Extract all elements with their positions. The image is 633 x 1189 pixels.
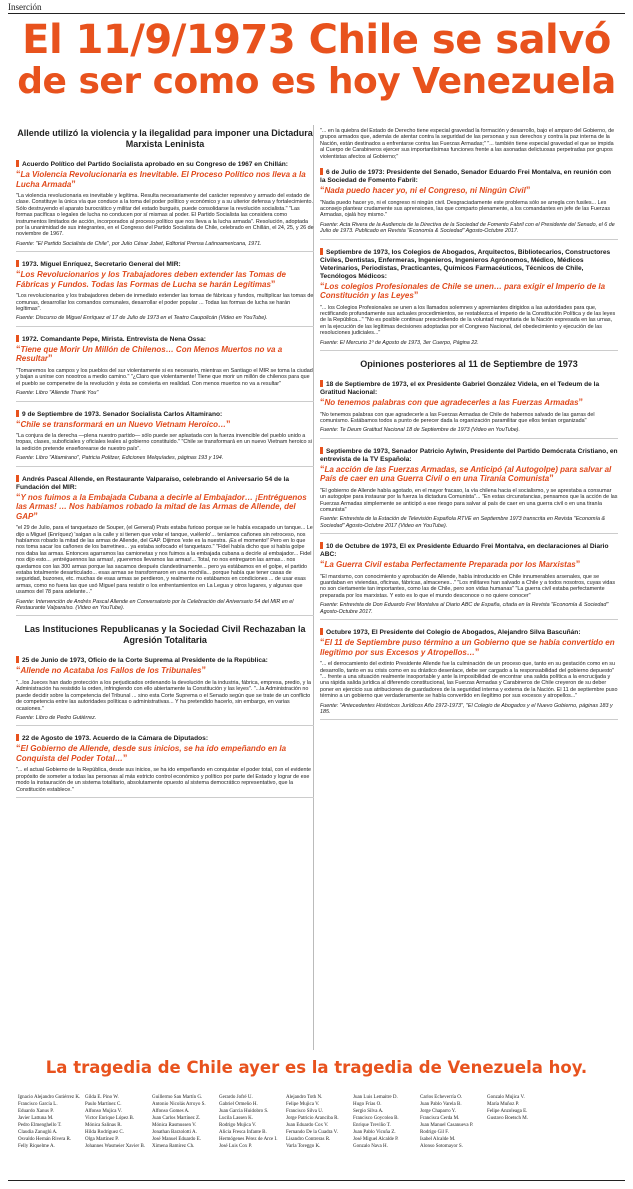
signatory-name: Olga Martínez P. <box>85 1137 119 1142</box>
signatory-name <box>487 1136 554 1143</box>
right-blocks-2 <box>320 380 618 720</box>
statement-header-text: Acuerdo Político del Partido Socialista aprobado en su Congreso de 1967 en Chillán: <box>22 161 289 168</box>
signatory-name: Alfonso Mujica V. <box>85 1109 122 1114</box>
block-separator <box>16 725 314 726</box>
statement-text: "...los Jueces han dado protección a los perjudicados ordenando la devolución de la industria, fábrica, empresa, predio, y la Administración ha resistido la orden, infringiendo con ello abiertamente la Constitución y las leyes". "...la Administración no puede decidir sobre la competencia del Tribunal ... sino esta Corte Suprema o el Senado según que se trate de un conflicto de competencia entre las autoridades políticas o administrativas... Y ha pretendido hacerlo, sin embargo, en varias ocasiones." <box>16 679 311 712</box>
signatory-name: Lucila Lassen K. <box>219 1116 254 1121</box>
statement-text: "... los Colegios Profesionales se unen a los llamados solemnes y apremiantes dirigidos a las autoridades para que, rectificando profundamente sus actuales procedimientos, se restablezca el imperio de la Constitución Política y de las leyes de la República..." "No es posible continuar prescindiendo de la voluntad mayoritaria de la Nación expresada en las urnas, en la ejecución de las legítimas decisiones adoptadas por el Congreso Nacional, del obedecimiento y ejecución de las resoluciones judiciales..." <box>320 304 616 337</box>
signatory-name: Lisandro Contreras R. <box>286 1137 331 1142</box>
signatory-name: Gustavo Boetsch M. <box>487 1116 528 1121</box>
statement-text: "El gobierno de Allende había agotado, en el mayor fracaso, la vía chilena hacia el socialismo, y se aprestaba a consumar un autogolpe para instaurar por la fuerza la dictadura Comunista"... "En estas circunstancias, pensamos que la acción de las Fuerzas Armadas simplemente se anticipó a ese riesgo para salvar al país de caer en una guerra civil o en una tiranía comunista" <box>320 487 618 513</box>
signatory-name: Varla Toreggo K. <box>286 1144 321 1149</box>
signatory-name: Mónica Salinas R. <box>85 1123 122 1128</box>
accent-bar <box>320 380 323 387</box>
statement-text: "Nada puedo hacer yo, ni el congreso ni ningún civil. Desgraciadamente este problema sólo se arregla con fusiles... Les aconsejo plantear crudamente sus aprensiones, las que comparto plenamente, a los comandantes en jefe de las Fuerzas Armadas, ojalá hoy mismo." <box>320 199 611 219</box>
statement-header-text: 25 de Junio de 1973, Oficio de la Corte Suprema al Presidente de la República: <box>22 657 268 665</box>
statement-text: "El marxismo, con conocimiento y aprobación de Allende, había introducido en Chile innumerables arsenales, que se guardaban en viviendas, oficinas, fábricas, almacenes..." "Los militares han salvado a Chile y a todos nosotros, cuyas vidas no son ciertamente tan importantes, como las de Chile, pero son vidas humanas" "La guerra civil estaba perfectamente preparada por los marxistas. Y esto es lo que el mundo desconoce o no quiere conocer" <box>320 573 616 599</box>
close-quote-mark: ” <box>413 290 419 301</box>
signatories-list <box>18 1094 621 1150</box>
statement-quote <box>320 560 618 570</box>
statement-header-text: 1972. Comandante Pepe, Mirista. Entrevista de Nena Ossa: <box>22 335 206 343</box>
signatory-name: Francisco Goycolea B. <box>353 1116 399 1121</box>
close-quote-mark: ” <box>578 397 584 407</box>
signatory-name: Paulo Martínez C. <box>85 1102 122 1107</box>
signatory-name: Osvaldo Hernán Rivera R. <box>18 1137 72 1142</box>
signatory-name: Juan Eduardo Cox V. <box>286 1123 329 1128</box>
accent-bar <box>16 734 19 741</box>
block-separator <box>320 719 618 720</box>
left-section-title: Allende utilizó la violencia y la ilegalidad para imponer una Dictadura Marxista Leninista <box>17 128 313 149</box>
open-quote-mark: “ <box>16 343 21 354</box>
statement-text: "... el actual Gobierno de la República, desde sus inicios, se ha ido empeñando en conquistar el poder total, con el evidente propósito de someter a todas las personas al más estricto control económico y político por parte del Estado y lograr de ese modo la instauración de un sistema totalitario, absolutamente opuesto al sistema democrático representativo, que la Constitución establece." <box>16 767 311 793</box>
signatory-name: Gerardo Jofré U. <box>219 1095 253 1100</box>
statement-quote <box>16 666 314 676</box>
statement-header-text: 18 de Septiembre de 1973, el ex Presidente Gabriel González Videla, en el Tedeum de la Gratitud Nacional: <box>320 381 600 396</box>
signatory-name <box>554 1101 621 1108</box>
signatory-name: Gonzalo Mujica V. <box>487 1095 525 1100</box>
statement-text: "Tomaremos los campos y los pueblos del sur violentamente si es necesario, mientras en Santiago el MIR se toma la ciudad y bajan a unirse con nosotros a medio camino." "¿Claro que violentamente! Tiene que morir un millón de chilenos para que el pueblo se compenetre de la revolución y ésta se convierta en realidad. Con menos muertos no va a resultar" <box>16 367 313 387</box>
open-quote-mark: “ <box>16 743 21 754</box>
signatory-name: Johannes Wasmeier Xavier B. <box>85 1144 146 1149</box>
signatory-name: Rodrigo Mujica V. <box>219 1123 257 1128</box>
statement-quote-text: El Gobierno de Allende, desde sus inicios, se ha ido empeñando en la Conquista del Poder Total… <box>16 744 287 763</box>
accent-bar <box>16 160 19 167</box>
statement-source: Fuente: Entrevista de Don Eduardo Frei Montalva al Diario ABC de España, citada en la Revista "Economía & Sociedad" Agosto-Octubre 2017. <box>320 602 609 615</box>
close-quote-mark: ” <box>226 418 231 429</box>
statement-quote <box>320 638 618 657</box>
signatory-name: Gonzalo Nava H. <box>353 1144 388 1149</box>
signatory-name: Claudia Zanuglú A. <box>18 1130 58 1135</box>
signatory-name: María Muñoz P. <box>487 1102 520 1107</box>
accent-bar <box>320 447 323 454</box>
signatory-name: Guillermo San Martín G. <box>152 1095 203 1100</box>
statement-header-text: Septiembre de 1973, los Colegios de Abogados, Arquitectos, Bibliotecarios, Constructores Civiles, Dentistas, Enfermeras, Ingenieros, Ingenieros Agrónomos, Médico, Médicos Veterinarios, Periodistas, Practicantes, Químicos Farmacéuticos, Técnicos de Chile, Tecnólogos Médicos: <box>320 248 611 280</box>
close-quote-mark: ” <box>525 185 531 196</box>
signatory-name <box>554 1094 621 1101</box>
statement-quote-text: Y nos fuimos a la Embajada Cubana a decirle al Embajador… ¡Entréguenos las Armas! … Nos habíamos robado la mitad de las Armas de Allende, del GAP <box>16 492 307 521</box>
accent-bar <box>16 335 19 342</box>
open-quote-mark: “ <box>16 269 21 280</box>
statement-header <box>320 542 618 559</box>
signatory-name: Francisco Silva U. <box>286 1109 324 1114</box>
signatory-name: Juan Carlos Martínez Z. <box>152 1116 201 1121</box>
statement-header <box>16 260 314 269</box>
signatory-name: Pedro Elmenghello T. <box>18 1123 62 1128</box>
close-quote-mark: ” <box>201 665 206 676</box>
signatory-name: Rodrigo Gil F. <box>420 1130 449 1135</box>
open-quote-mark: “ <box>320 637 325 648</box>
statement-quote-text: Tiene que Morir Un Millón de Chilenos… Con Menos Muertos no va a Resultar <box>16 344 283 364</box>
signatory-name: Juan Manuel Casanueva P. <box>420 1123 474 1128</box>
signatory-name: Fernando De la Cuadra V. <box>286 1130 338 1135</box>
statement-header <box>16 410 314 419</box>
statement-quote <box>320 398 618 408</box>
close-quote-mark: ” <box>474 646 480 657</box>
statement-header <box>320 168 618 185</box>
statement-text: "Los revolucionarios y los trabajadores deben de inmediato extender las tomas de fábricas y fundos, multiplicar las tomas de comunas, desarrollar los comandos comunales, desarrollar el poder popular ... Todas las formas de lucha se harán legítimas". <box>16 293 314 313</box>
left-column <box>16 128 314 806</box>
statement-source: Fuente: "Antecedentes Históricos Jurídicos Año 1972-1973", "El Colegio de Abogados y el Nuevo Gobierno, páginas 183 y 185. <box>320 702 613 715</box>
open-quote-mark: “ <box>320 185 325 196</box>
signatory-name: Felipe Mujica V. <box>286 1102 320 1107</box>
statement-text: "... el derrocamiento del extinto Presidente Allende fue la culminación de un proceso que, tanto en su gestación como en su desarrollo, tanto en su crisis como en su drástico desenlace, debe ser cargado a la responsabilidad del gobierno depuesto" "... frente a una situación realmente insoportable y ante la imposibilidad de encontrar una salida política a la encrucijada y una rápida salida jurídica al diferendo constitucional, las Fuerzas Armadas y Carabineros de Chile creyeron de su deber poner en ejercicio sus atribuciones de guardadores de la seguridad interna y externa de la Nación. El 11 de septiembre puso término a un gobierno que verdaderamente se había convertido en ilegítimo por sus excesos y atropellos..." <box>320 661 618 700</box>
signatory-name <box>554 1115 621 1122</box>
signatory-name: Juan Pablo Varela B. <box>420 1102 462 1107</box>
open-quote-mark: “ <box>320 397 325 407</box>
statement-source: Fuente: Te Deum Gratitud Nacional 18 de Septiembre de 1973 (Video en YouTube). <box>320 427 520 434</box>
statement-block <box>320 628 618 720</box>
headline-line-1: El 11/9/1973 Chile se salvó <box>22 17 611 63</box>
signatory-name: Felly Riquelme A. <box>18 1144 55 1149</box>
block-separator <box>320 350 618 351</box>
signatory-name: Sergio Silva A. <box>353 1109 384 1114</box>
statement-source: Fuente: Entrevista de la Estación de Televisión Española RTVE en Septiembre 1973 transcrita en Revista "Economía & Sociedad" Agosto-Octubre 2017 (Video en YouTube). <box>320 516 606 529</box>
block-separator <box>320 438 618 439</box>
signatory-name: Mónica Rasmussen V. <box>152 1123 197 1128</box>
statement-block <box>16 335 314 402</box>
signatory-name: Victor Enrique López B. <box>85 1116 135 1121</box>
signatory-name <box>554 1122 621 1129</box>
signatory-name <box>487 1122 554 1129</box>
bottom-title: La tragedia de Chile ayer es la tragedia de Venezuela hoy. <box>45 1058 588 1077</box>
open-quote-mark: “ <box>16 665 21 676</box>
accent-bar <box>320 628 323 635</box>
statement-quote-text: No tenemos palabras con que agradecerles a las Fuerzas Armadas <box>324 398 579 407</box>
signatory-name: Alicia Fresca Infante B. <box>219 1130 267 1135</box>
statement-quote <box>16 493 314 522</box>
close-quote-mark: ” <box>48 353 53 364</box>
statement-text: "No tenemos palabras con que agradecerle a las Fuerzas Armadas de Chile de habernos salvado de las garras del comunismo. Estábamos todos a punto de perecer dada la organización paramilitar que ellos tenían organizada" <box>320 411 595 424</box>
open-quote-mark: “ <box>320 280 325 291</box>
insercion-label: Inserción <box>8 2 42 12</box>
statement-text: "La conjura de la derecha —plena nuestro partido— sólo puede ser aplastada con la fuerza invencible del pueblo unido a tropas, clases, suboficiales y oficiales leales al gobierno constituido." "Chile se transformará en un nuevo Vietnam heroico si la sedición pretende enseñorearse de nuestro país". <box>16 433 312 452</box>
statement-header-text: 9 de Septiembre de 1973. Senador Socialista Carlos Altamirano: <box>22 410 223 418</box>
block-separator <box>16 797 314 798</box>
signatory-name <box>487 1143 554 1150</box>
block-separator <box>320 239 618 240</box>
signatory-name: Javier Lattuna M. <box>18 1116 54 1121</box>
signatory-name: Jorge Patricio Aranciba R. <box>286 1116 339 1121</box>
signatory-name: Isabel Alcalde M. <box>420 1137 456 1142</box>
statement-quote <box>320 282 618 301</box>
left-blocks-2 <box>16 656 314 798</box>
block-separator <box>320 619 618 620</box>
statement-source: Fuente: El Mercurio 1º de Agosto de 1973, 3er Cuerpo, Página 22. <box>320 339 479 346</box>
open-quote-mark: “ <box>320 463 325 474</box>
signatory-name <box>554 1143 621 1150</box>
open-quote-mark: “ <box>16 491 21 502</box>
signatory-name: Carlos Echeverría O. <box>420 1095 463 1100</box>
statement-header-text: Octubre 1973, El Presidente del Colegio de Abogados, Alejandro Silva Bascuñán: <box>326 629 581 637</box>
close-quote-mark: ” <box>71 178 76 189</box>
statement-header <box>320 447 618 464</box>
statement-header-text: 6 de Julio de 1973: Presidente del Senado, Senador Eduardo Frei Montalva, en reunión con la Sociedad de Fomento Fabril: <box>320 169 612 185</box>
statement-header-text: 22 de Agosto de 1973. Acuerdo de la Cámara de Diputados: <box>22 735 209 743</box>
close-quote-mark: ” <box>270 278 276 289</box>
statement-header-text: 10 de Octubre de 1973, El ex Presidente Eduardo Frei Montalva, en declaraciones al Diario ABC: <box>320 543 609 559</box>
statement-block <box>16 475 314 617</box>
signatory-name: Felipe Anzoleaga E. <box>487 1109 528 1114</box>
statement-header <box>16 475 314 492</box>
statement-header-text: 1973. Miguel Enríquez, Secretario General del MIR: <box>22 261 181 269</box>
statement-header-text: Septiembre de 1973, Senador Patricio Aylwin, Presidente del Partido Demócrata Cristiano, en entrevista de la TV Española: <box>320 447 618 463</box>
close-quote-mark: ” <box>33 510 38 521</box>
signatory-name: Jonathan Barzolotti A. <box>152 1130 197 1135</box>
statement-source: Fuente: "El Partido Socialista de Chile", por Julio César Jobet, Editorial Prensa Latinoamericana, 1971. <box>16 240 262 247</box>
signatory-name: José Miguel Alcalde P. <box>353 1137 399 1142</box>
signatory-name: Francisca Cerda M. <box>420 1116 460 1121</box>
statement-header <box>320 380 618 397</box>
signatory-name: José Luis Cox P. <box>219 1144 253 1149</box>
statement-source: Fuente: Acta Rivera de la Audiencia de la Directiva de la Sociedad de Fomento Fabril con el Presidente del Senado, el 6 de Julio de 1973. Publicado en Revista "Economía & Sociedad" Agosto-Octubre 2017. <box>320 221 615 235</box>
statement-source: Fuente: Libro de Pedro Gutiérrez. <box>16 714 97 721</box>
close-quote-mark: ” <box>122 752 128 763</box>
signatory-name <box>554 1108 621 1115</box>
headline-line-2: de ser como es hoy Venezuela <box>17 61 616 102</box>
left-blocks <box>16 160 314 616</box>
statement-quote <box>16 420 314 430</box>
close-quote-mark: ” <box>549 473 554 484</box>
statement-header <box>16 734 314 743</box>
statement-quote <box>320 186 618 196</box>
statement-quote-text: La acción de las Fuerzas Armadas, se Anticipó (al Autogolpe) para salvar al País de caer en una Guerra Civil o en una Tiranía Comunista <box>320 464 612 484</box>
block-separator <box>16 326 314 327</box>
signatory-name: Hermógenes Pérez de Arce I. <box>219 1137 278 1142</box>
signatory-name <box>554 1136 621 1143</box>
bottom-rule <box>8 1180 625 1181</box>
signatory-name: José Manuel Eduardo E. <box>152 1137 201 1142</box>
statement-source: Fuente: Libro "Altamirano", Patricia Politzer, Ediciones Melquíades, páginas 193 y 194. <box>16 455 224 462</box>
right-intro: "... en la quiebra del Estado de Derecho tiene especial gravedad la formación y desarrollo, bajo el amparo del Gobierno, de grupos armados que, además de atentar contra la seguridad de las personas y sus derechos y contra la paz interna de la Nación, están destinados a enfrentarse contra las Fuerzas Armadas;" "... también tiene especial gravedad el que se impida al Cuerpo de Carabineros ejercer sus importantísimas funciones frente a las asonadas delictuosas perpetradas por grupos violentistas afectos al Gobierno;" <box>320 128 615 160</box>
close-quote-mark: ” <box>575 559 581 570</box>
accent-bar <box>320 168 323 175</box>
statement-header <box>320 248 618 281</box>
statement-quote <box>320 465 618 484</box>
block-separator <box>16 466 314 467</box>
open-quote-mark: “ <box>16 418 21 429</box>
statement-source: Fuente: Libro "Allende Thank You" <box>16 390 99 397</box>
statement-header <box>16 160 314 169</box>
accent-bar <box>320 248 323 255</box>
signatory-name: Ximena Ramírez Ch. <box>152 1144 195 1149</box>
accent-bar <box>320 542 323 549</box>
statement-quote <box>16 270 314 289</box>
open-quote-mark: “ <box>320 559 325 570</box>
statement-block <box>16 656 314 726</box>
top-rule <box>8 13 625 14</box>
statement-quote-text: Nada puedo hacer yo, ni el Congreso, ni Ningún Civil <box>324 186 526 196</box>
signatory-name: Antonio Nicolás Arroyo S. <box>152 1102 206 1107</box>
signatory-name: Hilda Rodríguez C. <box>85 1130 125 1135</box>
accent-bar <box>16 656 19 663</box>
open-quote-mark: “ <box>16 169 21 179</box>
left-section2-title: Las Instituciones Republicanas y la Sociedad Civil Rechazaban la Agresión Totalitaria <box>24 624 306 646</box>
statement-header <box>16 656 314 665</box>
statement-block <box>16 734 314 798</box>
right-section-title: Opiniones posteriores al 11 de Septiembre de 1973 <box>360 359 578 369</box>
signatory-name <box>487 1129 554 1136</box>
signatory-name: Juan Luis Lemaitre D. <box>353 1095 398 1100</box>
signatory-name: Alejandro Toth N. <box>286 1095 323 1100</box>
statement-block <box>320 380 618 439</box>
statement-block <box>320 168 618 240</box>
signatory-name <box>554 1129 621 1136</box>
right-blocks <box>320 168 618 351</box>
signatory-name: Francisco García L. <box>18 1102 58 1107</box>
statement-quote-text: La Violencia Revolucionaria es Inevitable. El Proceso Político nos lleva a la Lucha Armada <box>16 170 306 189</box>
statement-quote-text: Chile se transformará en un Nuevo Vietnam Heroico… <box>20 419 227 429</box>
headline <box>0 18 633 102</box>
statement-header-text: Andrés Pascal Allende, en Restaurante Valparaíso, celebrando el Aniversario 54 de la Fundación del MIR: <box>16 475 290 491</box>
right-column <box>320 128 618 728</box>
block-separator <box>16 615 314 616</box>
accent-bar <box>16 260 19 267</box>
statement-block <box>320 248 618 351</box>
signatory-name: Alonso Sotomayor S. <box>420 1144 463 1149</box>
signatory-name: Alfonso Gomes A. <box>152 1109 190 1114</box>
statement-text: "La violencia revolucionaria es inevitable y legítima. Resulta necesariamente del carácter represivo y armado del estado de clase. Constituye la única vía que conduce a la toma del poder político y económico y a su ulterior defensa y fortalecimiento. Sólo destruyendo el aparato burocrático y militar del estado burgués, puede consolidarse la revolución socialista." "Las formas pacíficas o legales de lucha no conducen por sí mismas al poder. El Partido Socialista las considera como instrumentos limitados de acción, incorporados al proceso político que nos lleva a la lucha armada". Resolución, adoptada por la unanimidad de sus integrantes, en el Congreso del Partido Socialista de Chile, celebrado en Chillán, el 24, 25, y 26 de noviembre de 1967. <box>16 193 314 238</box>
statement-block <box>16 260 314 327</box>
statement-block <box>320 542 618 620</box>
statement-text: "el 29 de Julio, para el tanquetazo de Souper, (el General) Prats estaba furioso porque se le había escapado un tanque... Le dijo a Miguel (Enríquez) 'salgan a la calle y si tienen que volar el tanque, vuélenlo'... teníamos cañones sin retroceso, nos habíamos robado la mitad de las armas de Allende, del GAP. Dijimos 'este es la nuestra. ¡Es el momento!' Pero en lo que nos toma sacar los cañones de los barretines... ya estaba sofocado el tanquetazo." "Fidel había dicho que si había golpe nos daba las armas. Entonces agarramos las camionetas y nos fuimos a la embajada cubana a decirle al embajador... Fidel nos dijo esto... ¡entréguennos las armas!, ¡queremos llevarnos las armas!... Total, no nos entregaron las armas... nos quedamos con las 300 armas porque las sacamos después clandestinamente... pero ya estábamos en el golpe, el partido estaba totalmente desarticulado... esas armas se transformaron en una mochila... porque había que tener casas de seguridad, buzones, etc. muchas de esas armas se perdieron, y realmente no estábamos en condiciones ... de usar esas armas, como no fuera las que usó Miguel para resistir o los enfrentamientos en La Legua y otros lugares, y algunas que usamos del 78 para adelante..." <box>16 525 313 596</box>
block-separator <box>16 401 314 402</box>
signatory-name: Gabriel Ormeño H. <box>219 1102 258 1107</box>
signatory-name: Jorge Chaparro Y. <box>420 1109 456 1114</box>
statement-quote-text: Allende no Acataba los Fallos de los Tribunales <box>20 666 202 676</box>
statement-quote <box>16 744 314 763</box>
signatory-name: Juan Garcia Huidobro S. <box>219 1109 269 1114</box>
signatory-name: Ignacio Alejandro Gutiérrez K. <box>18 1095 81 1100</box>
block-separator <box>16 251 314 252</box>
accent-bar <box>16 475 19 482</box>
statement-block <box>320 447 618 534</box>
signatory-name: Juan Pablo Vicuña Z. <box>353 1130 396 1135</box>
accent-bar <box>16 410 19 417</box>
statement-quote-text: El 11 de Septiembre puso término a un Gobierno que se había convertido en Ilegítimo por sus Excesos y Atropellos… <box>320 638 615 657</box>
statement-quote-text: Los Revolucionarios y los Trabajadores deben extender las Tomas de Fábricas y Fundos. Todas las Formas de Lucha se harán Legítimas <box>16 270 286 289</box>
statement-quote-text: La Guerra Civil estaba Perfectamente Preparada por los Marxistas <box>324 560 576 570</box>
statement-header <box>16 335 314 344</box>
block-separator <box>320 533 618 534</box>
signatory-name: Gilda E. Pino W. <box>85 1095 119 1100</box>
statement-header <box>320 628 618 637</box>
signatory-name: Eduardo Xanus P. <box>18 1109 54 1114</box>
statement-quote <box>16 345 314 364</box>
statement-quote-text: Los colegios Profesionales de Chile se unen… para exigir el Imperio de la Constitución y las Leyes <box>320 281 606 301</box>
statement-block <box>16 410 314 467</box>
statement-source: Fuente: Discurso de Miguel Enríquez el 17 de Julio de 1973 en el Teatro Caupolicán (Video en YouTube). <box>16 315 268 322</box>
statement-block <box>16 160 314 252</box>
statement-quote <box>16 170 314 189</box>
signatory-name: Enrique Treviño T. <box>353 1123 391 1128</box>
signatory-name: Hugo Frías O. <box>353 1102 382 1107</box>
statement-source: Fuente: Intervención de Andrés Pascal Allende en Conversatorio por la Celebración del Aniversario 54 del MIR en el Restaurante Valparaíso. (Video en YouTube). <box>16 598 294 611</box>
